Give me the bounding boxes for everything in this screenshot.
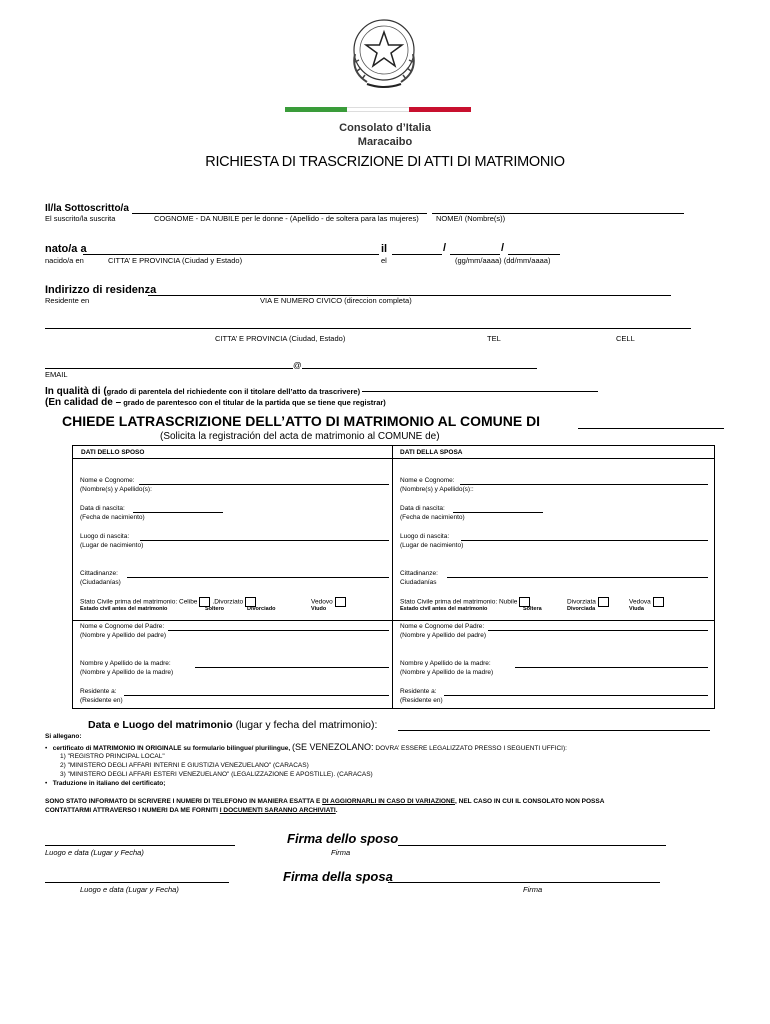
- sposo-citt-sub: (Ciudadanías): [80, 579, 121, 586]
- sposo-luogo-input[interactable]: [140, 540, 389, 541]
- via-sub: VIA E NUMERO CIVICO (direccion completa): [260, 296, 412, 305]
- sposo-luogo-label: Luogo di nascita:: [80, 533, 130, 540]
- sposa-citt-label: Cittadinanze:: [400, 570, 438, 577]
- el-sub: el: [381, 256, 387, 265]
- nome-sub: NOME/I (Nombre(s)): [436, 214, 506, 223]
- sposo-nome-sub: (Nombre(s) y Apellido(s):: [80, 486, 152, 493]
- sposo-madre-input[interactable]: [195, 667, 389, 668]
- sposo-data-label: Data di nascita:: [80, 505, 125, 512]
- sposa-nome-label: Nome e Cognome:: [400, 477, 455, 484]
- sposo-data-sub: (Fecha de nacimiento): [80, 514, 145, 521]
- marriage-label-rest: (lugar y fecha del matrimonio):: [232, 719, 378, 731]
- sposo-vedovo: Vedovo: [311, 597, 348, 607]
- calidad-row: [45, 392, 386, 410]
- citta-sub: CITTA’ E PROVINCIA (Ciudad y Estado): [108, 256, 243, 265]
- sposa-vedova: Vedova: [629, 597, 666, 607]
- citta-tel-cell-input[interactable]: [45, 328, 691, 329]
- date-sub: (gg/mm/aaaa) (dd/mm/aaaa): [455, 256, 551, 265]
- tel-sub: TEL: [487, 334, 501, 343]
- sposa-madre-input[interactable]: [515, 667, 708, 668]
- sottoscritto-label: Il/la Sottoscritto/a: [45, 203, 129, 214]
- viuda: Viuda: [629, 606, 644, 612]
- sposa-padre-input[interactable]: [488, 630, 708, 631]
- at-sign: @: [293, 360, 302, 370]
- cell-sub: CELL: [616, 334, 635, 343]
- qualita-input[interactable]: [362, 391, 598, 392]
- sposa-res-input[interactable]: [444, 695, 708, 696]
- sposa-header: DATI DELLA SPOSA: [400, 449, 463, 456]
- date-year-input[interactable]: [508, 254, 560, 255]
- attachment-sub-3: 3) "MINISTERO DEGLI AFFARI ESTERI VENEZUELANO" (LEGALIZZAZIONE E APOSTILLE). (CARACAS): [60, 771, 373, 778]
- bullet-icon: •: [45, 745, 53, 752]
- divorziata-checkbox[interactable]: [598, 597, 609, 607]
- bullet-icon: •: [45, 780, 53, 787]
- vedovo-checkbox[interactable]: [335, 597, 346, 607]
- flag-white-stripe: [347, 107, 409, 112]
- marriage-label-bold: Data e Luogo del matrimonio: [88, 719, 233, 731]
- slash: /: [443, 242, 447, 254]
- sposa-res-label: Residente a:: [400, 688, 437, 695]
- email-user-input[interactable]: [45, 368, 293, 369]
- sposa-data-input[interactable]: [453, 512, 543, 513]
- nato-input[interactable]: [83, 254, 379, 255]
- request-heading: CHIEDE LATRASCRIZIONE DELL’ATTO DI MATRIMONIO AL COMUNE DI: [62, 413, 541, 429]
- citta2-sub: CITTA’ E PROVINCIA (Ciudad, Estado): [215, 334, 346, 343]
- divorciada: Divorciada: [567, 606, 596, 612]
- attachments-heading: Si allegano:: [45, 733, 82, 740]
- firma-1-sub: Firma: [331, 848, 351, 857]
- sposo-res-input[interactable]: [124, 695, 389, 696]
- sposo-madre-sub: (Nombre y Apellido de la madre): [80, 669, 174, 676]
- calidad-text: grado de parentesco con el titular de la partida que se tiene que registrar): [121, 398, 386, 407]
- attachment-sub-1: 1) "REGISTRO PRINCIPAL LOCAL": [60, 753, 165, 760]
- luogo-data-2-sub: Luogo e data (Lugar y Fecha): [80, 885, 179, 894]
- vedova-checkbox[interactable]: [653, 597, 664, 607]
- slash: /: [501, 242, 505, 254]
- sposa-stato-sub: Estado civil antes del matrimonio: [400, 606, 488, 612]
- attachment-item-1: • certificato di MATRIMONIO IN ORIGINALE su formulario bilingue/ plurilingue, (SE VENEZOLANO: DOVRA’ ESSERE LEGALIZZATO PRESSO I SEGUENTI UFFICI):: [45, 742, 567, 752]
- sposo-luogo-sub: (Lugar de nacimiento): [80, 542, 144, 549]
- sottoscritto-sub: El suscrito/la suscrita: [45, 214, 116, 223]
- consulate-name: Consolato d’Italia: [339, 122, 431, 134]
- sposo-citt-input[interactable]: [127, 577, 389, 578]
- date-month-input[interactable]: [450, 254, 500, 255]
- sposa-madre-sub: (Nombre y Apellido de la madre): [400, 669, 494, 676]
- luogo-data-1-input[interactable]: [45, 845, 235, 846]
- emblem: [345, 12, 423, 92]
- residente-sub: Residente en: [45, 296, 90, 305]
- sposo-padre-input[interactable]: [168, 630, 389, 631]
- firma-sposo-label: Firma dello sposo: [287, 831, 399, 846]
- request-sub: (Solicita la registración del acta de matrimonio al COMUNE de): [160, 431, 440, 442]
- sposa-padre-label: Nome e Cognome del Padre:: [400, 623, 485, 630]
- sposo-stato-row: Stato Civile prima del matrimonio: Celibe .Divorziato: [80, 597, 258, 607]
- attachment-sub-2: 2) "MINISTERO DEGLI AFFARI INTERNI E GIUSTIZIA VENEZUELANO" (CARACAS): [60, 762, 309, 769]
- viudo: Viudo: [311, 606, 327, 612]
- sposa-nome-sub: (Nombre(s) y Apellido(s)::: [400, 486, 474, 493]
- date-day-input[interactable]: [392, 254, 442, 255]
- sposa-luogo-sub: (Lugar de nacimiento): [400, 542, 464, 549]
- luogo-data-2-input[interactable]: [45, 882, 229, 883]
- sposa-madre-label: Nombre y Apellido de la madre:: [400, 660, 491, 667]
- nato-sub: nacido/a en: [45, 256, 84, 265]
- italian-republic-emblem-icon: [345, 12, 423, 92]
- sposa-citt-input[interactable]: [447, 577, 708, 578]
- sposa-padre-sub: (Nombre y Apellido del padre): [400, 632, 486, 639]
- page-title: RICHIESTA DI TRASCRIZIONE DI ATTI DI MATRIMONIO: [205, 154, 565, 170]
- sposo-data-input[interactable]: [133, 512, 223, 513]
- consulate-city: Maracaibo: [357, 136, 413, 148]
- notice-line-1: SONO STATO INFORMATO DI SCRIVERE I NUMERI DI TELEFONO IN MANIERA ESATTA E DI AGGIORNARLI IN CASO DI VARIAZIONE, NEL CASO IN CUI IL CONSOLATO NON POSSA: [45, 798, 605, 805]
- comune-input[interactable]: [578, 428, 724, 429]
- sposa-stato-row: Stato Civile prima del matrimonio: Nubile: [400, 597, 532, 607]
- sposa-divorziata: Divorziata: [567, 597, 611, 607]
- qualita-text: grado di parentela del richiedente con il titolare dell’atto da trascrivere): [106, 387, 361, 396]
- sposo-madre-label: Nombre y Apellido de la madre:: [80, 660, 171, 667]
- sposo-stato-divider: [72, 620, 391, 621]
- marriage-row: [88, 719, 377, 731]
- flag-green-stripe: [285, 107, 347, 112]
- sposa-res-sub: (Residente en): [400, 697, 443, 704]
- sposo-nome-label: Nome e Cognome:: [80, 477, 135, 484]
- sposo-header: DATI DELLO SPOSO: [81, 449, 145, 456]
- cognome-sub: COGNOME - DA NUBILE per le donne - (Apellido - de soltera para las mujeres): [154, 214, 419, 223]
- sposo-res-sub: (Residente en): [80, 697, 123, 704]
- luogo-data-1-sub: Luogo e data (Lugar y Fecha): [45, 848, 144, 857]
- divorciado: Divorciado: [247, 606, 276, 612]
- indirizzo-label: Indirizzo di residenza: [45, 284, 157, 296]
- sposo-padre-sub: (Nombre y Apellido del padre): [80, 632, 166, 639]
- sposa-nome-input[interactable]: [460, 484, 708, 485]
- il-label: il: [381, 243, 388, 255]
- sposo-res-label: Residente a:: [80, 688, 117, 695]
- firma-sposo-input[interactable]: [398, 845, 666, 846]
- sposo-stato-sub: Estado civil antes del matrimonio: [80, 606, 168, 612]
- email-domain-input[interactable]: [302, 368, 537, 369]
- sposo-citt-label: Cittadinanze:: [80, 570, 118, 577]
- nato-label: nato/a a: [45, 243, 87, 255]
- sposa-luogo-label: Luogo di nascita:: [400, 533, 450, 540]
- notice-line-2: CONTATTARMI ATTRAVERSO I NUMERI DA ME FORNITI I DOCUMENTI SARANNO ARCHIVIATI.: [45, 807, 338, 814]
- sposo-nome-input[interactable]: [139, 484, 389, 485]
- qualita-bold: In qualità di (: [45, 386, 107, 397]
- firma-sposa-input[interactable]: [388, 882, 660, 883]
- sposa-data-label: Data di nascita:: [400, 505, 445, 512]
- firma-sposa-label: Firma della sposa: [283, 869, 393, 884]
- marriage-input[interactable]: [398, 730, 710, 731]
- sposa-data-sub: (Fecha de nacimiento): [400, 514, 465, 521]
- sposa-luogo-input[interactable]: [461, 540, 708, 541]
- calidad-bold: (En calidad de –: [45, 397, 122, 408]
- flag-red-stripe: [409, 107, 471, 112]
- firma-2-sub: Firma: [523, 885, 543, 894]
- sposa-citt-sub: Ciudadanías: [400, 579, 437, 586]
- sposa-stato-divider: [391, 620, 715, 621]
- sposo-padre-label: Nome e Cognome del Padre:: [80, 623, 165, 630]
- soltero: Soltero: [205, 606, 224, 612]
- attachment-item-2: • Traduzione in italiano del certificato;: [45, 780, 166, 787]
- email-sub: EMAIL: [45, 370, 68, 379]
- soltera: Soltera: [523, 606, 542, 612]
